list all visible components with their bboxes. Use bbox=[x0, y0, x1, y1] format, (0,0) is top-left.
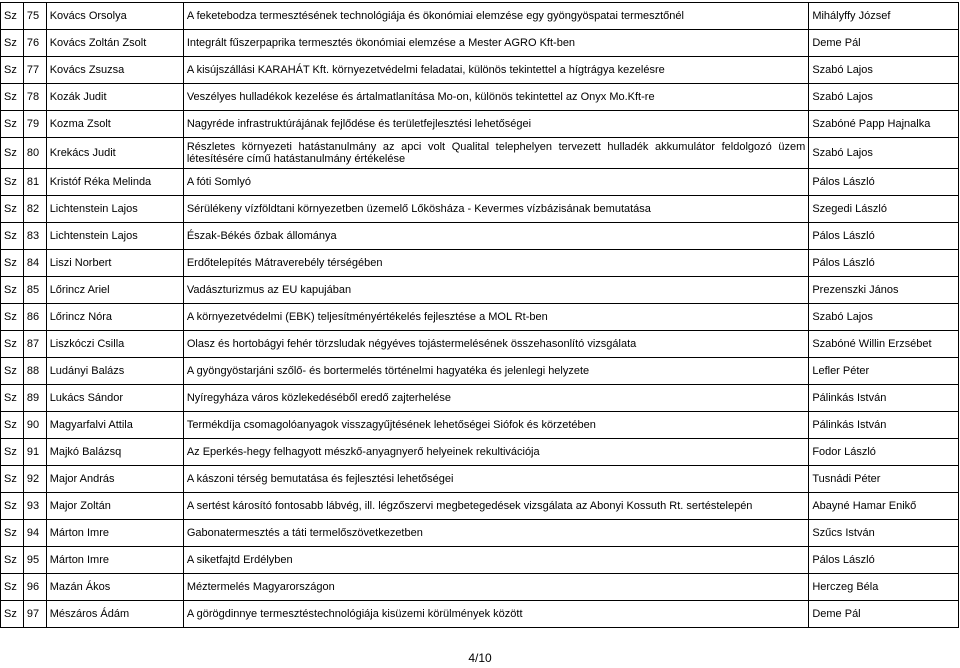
row-prefix-cell: Sz bbox=[1, 169, 24, 196]
row-number-cell: 88 bbox=[23, 358, 46, 385]
table-row bbox=[1, 331, 959, 358]
table-row bbox=[1, 3, 959, 30]
student-name-cell: Magyarfalvi Attila bbox=[46, 412, 183, 439]
student-name-cell: Mészáros Ádám bbox=[46, 601, 183, 628]
thesis-title-cell: A görögdinnye termesztéstechnológiája kisüzemi körülmények között bbox=[183, 601, 809, 628]
supervisor-cell: Szabó Lajos bbox=[809, 84, 959, 111]
supervisor-cell: Deme Pál bbox=[809, 30, 959, 57]
thesis-title-cell: A kisújszállási KARAHÁT Kft. környezetvédelmi feladatai, különös tekintettel a hígtrágya kezelésre bbox=[183, 57, 809, 84]
thesis-title-cell: Integrált fűszerpaprika termesztés ökonómiai elemzése a Mester AGRO Kft-ben bbox=[183, 30, 809, 57]
row-number-cell: 91 bbox=[23, 439, 46, 466]
table-row bbox=[1, 84, 959, 111]
row-number-cell: 75 bbox=[23, 3, 46, 30]
row-prefix-cell: Sz bbox=[1, 111, 24, 138]
supervisor-cell: Mihályffy József bbox=[809, 3, 959, 30]
table-row bbox=[1, 277, 959, 304]
supervisor-cell: Herczeg Béla bbox=[809, 574, 959, 601]
student-name-cell: Major András bbox=[46, 466, 183, 493]
row-number-cell: 95 bbox=[23, 547, 46, 574]
row-prefix-cell: Sz bbox=[1, 30, 24, 57]
student-name-cell: Kozák Judit bbox=[46, 84, 183, 111]
row-number-cell: 79 bbox=[23, 111, 46, 138]
supervisor-cell: Pálos László bbox=[809, 250, 959, 277]
thesis-title-cell: Erdőtelepítés Mátraverebély térségében bbox=[183, 250, 809, 277]
supervisor-cell: Pálos László bbox=[809, 223, 959, 250]
thesis-title-cell: A feketebodza termesztésének technológiája és ökonómiai elemzése egy gyöngyöspatai termesztőnél bbox=[183, 3, 809, 30]
thesis-title-cell: A siketfajtd Erdélyben bbox=[183, 547, 809, 574]
row-prefix-cell: Sz bbox=[1, 412, 24, 439]
supervisor-cell: Szabóné Papp Hajnalka bbox=[809, 111, 959, 138]
supervisor-cell: Lefler Péter bbox=[809, 358, 959, 385]
student-name-cell: Mazán Ákos bbox=[46, 574, 183, 601]
row-prefix-cell: Sz bbox=[1, 3, 24, 30]
student-name-cell: Lőrincz Nóra bbox=[46, 304, 183, 331]
table-row bbox=[1, 439, 959, 466]
thesis-title-cell: Észak-Békés őzbak állománya bbox=[183, 223, 809, 250]
student-name-cell: Lichtenstein Lajos bbox=[46, 196, 183, 223]
row-prefix-cell: Sz bbox=[1, 385, 24, 412]
row-number-cell: 94 bbox=[23, 520, 46, 547]
thesis-title-cell: Veszélyes hulladékok kezelése és ártalmatlanítása Mo-on, különös tekintettel az Onyx Mo.Kft-re bbox=[183, 84, 809, 111]
supervisor-cell: Pálos László bbox=[809, 169, 959, 196]
thesis-title-cell: Sérülékeny vízföldtani környezetben üzemelő Lőkösháza - Kevermes vízbázisának bemutatása bbox=[183, 196, 809, 223]
table-row bbox=[1, 547, 959, 574]
row-prefix-cell: Sz bbox=[1, 84, 24, 111]
table-row bbox=[1, 304, 959, 331]
row-prefix-cell: Sz bbox=[1, 574, 24, 601]
row-number-cell: 82 bbox=[23, 196, 46, 223]
student-name-cell: Márton Imre bbox=[46, 520, 183, 547]
student-name-cell: Kovács Zoltán Zsolt bbox=[46, 30, 183, 57]
student-name-cell: Liszi Norbert bbox=[46, 250, 183, 277]
row-number-cell: 80 bbox=[23, 138, 46, 169]
student-name-cell: Major Zoltán bbox=[46, 493, 183, 520]
table-row bbox=[1, 493, 959, 520]
table-row bbox=[1, 169, 959, 196]
row-prefix-cell: Sz bbox=[1, 358, 24, 385]
student-name-cell: Liszkóczi Csilla bbox=[46, 331, 183, 358]
student-name-cell: Márton Imre bbox=[46, 547, 183, 574]
table-row bbox=[1, 250, 959, 277]
thesis-title-cell: Olasz és hortobágyi fehér törzsludak négyéves tojástermelésének összehasonlító vizsgálata bbox=[183, 331, 809, 358]
row-prefix-cell: Sz bbox=[1, 250, 24, 277]
thesis-title-cell: Méztermelés Magyarországon bbox=[183, 574, 809, 601]
supervisor-cell: Szabó Lajos bbox=[809, 57, 959, 84]
row-prefix-cell: Sz bbox=[1, 601, 24, 628]
thesis-title-cell: Nyíregyháza város közlekedéséből eredő zajterhelése bbox=[183, 385, 809, 412]
thesis-table bbox=[0, 2, 959, 628]
row-number-cell: 76 bbox=[23, 30, 46, 57]
supervisor-cell: Szabóné Willin Erzsébet bbox=[809, 331, 959, 358]
student-name-cell: Kristóf Réka Melinda bbox=[46, 169, 183, 196]
row-number-cell: 85 bbox=[23, 277, 46, 304]
supervisor-cell: Fodor László bbox=[809, 439, 959, 466]
supervisor-cell: Tusnádi Péter bbox=[809, 466, 959, 493]
supervisor-cell: Prezenszki János bbox=[809, 277, 959, 304]
row-prefix-cell: Sz bbox=[1, 547, 24, 574]
page-number: 4/10 bbox=[468, 651, 492, 665]
row-prefix-cell: Sz bbox=[1, 138, 24, 169]
student-name-cell: Lukács Sándor bbox=[46, 385, 183, 412]
row-prefix-cell: Sz bbox=[1, 196, 24, 223]
thesis-title-cell: Az Eperkés-hegy felhagyott mészkő-anyagnyerő helyeinek rekultivációja bbox=[183, 439, 809, 466]
table-row bbox=[1, 520, 959, 547]
supervisor-cell: Szűcs István bbox=[809, 520, 959, 547]
supervisor-cell: Pálos László bbox=[809, 547, 959, 574]
table-row bbox=[1, 358, 959, 385]
row-number-cell: 92 bbox=[23, 466, 46, 493]
row-number-cell: 86 bbox=[23, 304, 46, 331]
table-row bbox=[1, 412, 959, 439]
row-prefix-cell: Sz bbox=[1, 331, 24, 358]
row-number-cell: 81 bbox=[23, 169, 46, 196]
row-number-cell: 77 bbox=[23, 57, 46, 84]
student-name-cell: Lichtenstein Lajos bbox=[46, 223, 183, 250]
supervisor-cell: Szabó Lajos bbox=[809, 304, 959, 331]
supervisor-cell: Szegedi László bbox=[809, 196, 959, 223]
supervisor-cell: Abayné Hamar Enikő bbox=[809, 493, 959, 520]
row-prefix-cell: Sz bbox=[1, 223, 24, 250]
row-number-cell: 83 bbox=[23, 223, 46, 250]
table-row bbox=[1, 196, 959, 223]
thesis-title-cell: Részletes környezeti hatástanulmány az apci volt Qualital telephelyen tervezett hulladék akkumulátor feldolgozó üzem létesítésére című hatástanulmány értékelése bbox=[183, 138, 809, 169]
row-number-cell: 90 bbox=[23, 412, 46, 439]
table-body bbox=[1, 3, 959, 628]
supervisor-cell: Pálinkás István bbox=[809, 412, 959, 439]
table-row bbox=[1, 30, 959, 57]
table-row bbox=[1, 223, 959, 250]
thesis-title-cell: Nagyréde infrastruktúrájának fejlődése és területfejlesztési lehetőségei bbox=[183, 111, 809, 138]
table-row bbox=[1, 57, 959, 84]
table-row bbox=[1, 385, 959, 412]
table-row bbox=[1, 601, 959, 628]
thesis-title-cell: A környezetvédelmi (EBK) teljesítményértékelés fejlesztése a MOL Rt-ben bbox=[183, 304, 809, 331]
row-prefix-cell: Sz bbox=[1, 520, 24, 547]
row-prefix-cell: Sz bbox=[1, 304, 24, 331]
thesis-title-cell: A gyöngyöstarjáni szőlő- és bortermelés történelmi hagyatéka és jelenlegi helyzete bbox=[183, 358, 809, 385]
row-prefix-cell: Sz bbox=[1, 57, 24, 84]
student-name-cell: Lőrincz Ariel bbox=[46, 277, 183, 304]
row-number-cell: 89 bbox=[23, 385, 46, 412]
row-number-cell: 87 bbox=[23, 331, 46, 358]
row-prefix-cell: Sz bbox=[1, 466, 24, 493]
row-prefix-cell: Sz bbox=[1, 277, 24, 304]
row-prefix-cell: Sz bbox=[1, 439, 24, 466]
row-number-cell: 93 bbox=[23, 493, 46, 520]
thesis-title-cell: A sertést károsító fontosabb lábvég, ill. légzőszervi megbetegedések vizsgálata az Abonyi Kossuth Rt. sertéstelepén bbox=[183, 493, 809, 520]
row-number-cell: 84 bbox=[23, 250, 46, 277]
row-number-cell: 78 bbox=[23, 84, 46, 111]
thesis-title-cell: Vadászturizmus az EU kapujában bbox=[183, 277, 809, 304]
student-name-cell: Kovács Orsolya bbox=[46, 3, 183, 30]
row-number-cell: 97 bbox=[23, 601, 46, 628]
table-row bbox=[1, 466, 959, 493]
thesis-title-cell: A kászoni térség bemutatása és fejlesztési lehetőségei bbox=[183, 466, 809, 493]
student-name-cell: Kovács Zsuzsa bbox=[46, 57, 183, 84]
student-name-cell: Krekács Judit bbox=[46, 138, 183, 169]
supervisor-cell: Deme Pál bbox=[809, 601, 959, 628]
table-row bbox=[1, 574, 959, 601]
thesis-title-cell: A fóti Somlyó bbox=[183, 169, 809, 196]
supervisor-cell: Pálinkás István bbox=[809, 385, 959, 412]
supervisor-cell: Szabó Lajos bbox=[809, 138, 959, 169]
table-row bbox=[1, 111, 959, 138]
row-prefix-cell: Sz bbox=[1, 493, 24, 520]
student-name-cell: Majkó Balázsq bbox=[46, 439, 183, 466]
student-name-cell: Ludányi Balázs bbox=[46, 358, 183, 385]
thesis-title-cell: Termékdíja csomagolóanyagok visszagyűjtésének lehetőségei Siófok és körzetében bbox=[183, 412, 809, 439]
student-name-cell: Kozma Zsolt bbox=[46, 111, 183, 138]
table-row bbox=[1, 138, 959, 169]
row-number-cell: 96 bbox=[23, 574, 46, 601]
thesis-title-cell: Gabonatermesztés a táti termelőszövetkezetben bbox=[183, 520, 809, 547]
